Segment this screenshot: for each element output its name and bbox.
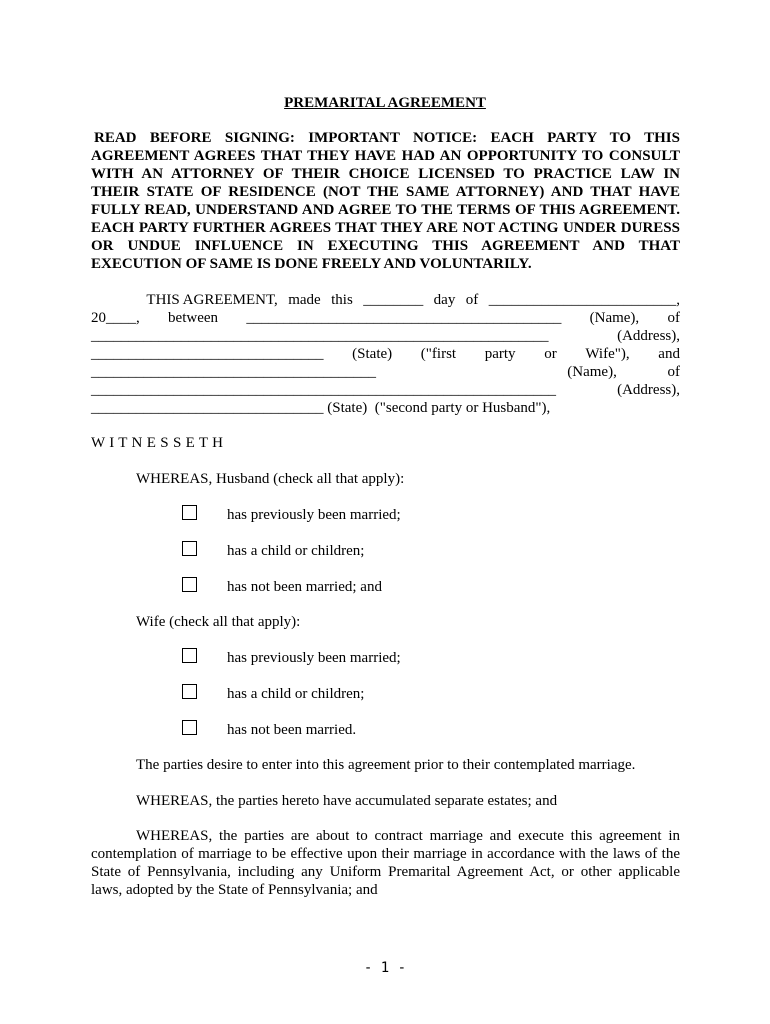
checkbox-label: has not been married; and xyxy=(227,579,382,595)
checkbox-label: has not been married. xyxy=(227,722,357,738)
agreement-line-2-part: of xyxy=(667,310,680,326)
agreement-line-3 xyxy=(91,327,680,345)
second-party-address-blank[interactable]: ______________________________________________________________ xyxy=(91,382,556,398)
wife-previously-married-checkbox[interactable] xyxy=(182,648,197,663)
notice-text: READ BEFORE SIGNING: IMPORTANT NOTICE: EACH PARTY TO THIS AGREEMENT AGREES THAT THEY HAVE HAD AN OPPORTUNITY TO CONSULT WITH AN ATTORNEY OF THEIR CHOICE LICENSED TO PRACTICE LAW IN THEIR STATE OF RESIDENCE (NOT THE SAME ATTORNEY) AND THAT HAVE FULLY READ, UNDERSTAND AND AGREE TO THE TERMS OF THIS AGREEMENT. EACH PARTY FURTHER AGREES THAT THEY ARE NOT ACTING UNDER DURESS OR UNDUE INFLUENCE IN EXECUTING THIS AGREEMENT AND THAT EXECUTION OF SAME IS DONE FREELY AND VOLUNTARILY. xyxy=(91,130,680,272)
agreement-line-5-part: (Name), xyxy=(567,364,617,380)
checkbox-label: has previously been married; xyxy=(227,507,401,523)
husband-heading: WHEREAS, Husband (check all that apply): xyxy=(136,471,405,487)
checkbox-label: has previously been married; xyxy=(227,650,401,666)
agreement-line-1 xyxy=(91,291,680,309)
agreement-line-4-part: party xyxy=(484,346,516,362)
agreement-line-4 xyxy=(91,345,680,363)
parties-desire-paragraph: The parties desire to enter into this agreement prior to their contemplated marriage. xyxy=(136,757,636,773)
year-blank[interactable]: 20____, xyxy=(91,310,140,326)
important-notice xyxy=(91,129,680,273)
agreement-line-4-part: Wife"), xyxy=(585,346,630,362)
first-party-address-blank[interactable]: _____________________________________________________________ xyxy=(91,328,549,344)
agreement-line-5-part: of xyxy=(667,364,680,380)
husband-has-children-checkbox[interactable] xyxy=(182,541,197,556)
agreement-line-1-part: made xyxy=(288,292,321,308)
agreement-line-2 xyxy=(91,309,680,327)
checkbox-label: has a child or children; xyxy=(227,543,365,559)
first-party-name-blank[interactable]: __________________________________________ xyxy=(246,310,562,326)
agreement-line-4-part: and xyxy=(658,346,680,362)
day-blank[interactable]: ________ xyxy=(363,292,424,308)
agreement-line-1-part: this xyxy=(331,292,353,308)
witnesseth-heading: W I T N E S S E T H xyxy=(91,435,224,451)
agreement-line-2-part: between xyxy=(168,310,219,326)
separate-estates-paragraph: WHEREAS, the parties hereto have accumulated separate estates; and xyxy=(136,793,558,809)
agreement-line-4-part: (State) xyxy=(352,346,393,362)
wife-has-children-checkbox[interactable] xyxy=(182,684,197,699)
agreement-line-6-part: (Address), xyxy=(617,382,680,398)
page-number: - 1 - xyxy=(363,960,407,976)
agreement-line-1-part: day xyxy=(433,292,456,308)
checkbox-label: has a child or children; xyxy=(227,686,365,702)
agreement-line-1-part: of xyxy=(465,292,479,308)
document-title: PREMARITAL AGREEMENT xyxy=(284,95,486,111)
agreement-line-4-part: ("first xyxy=(420,346,457,362)
agreement-line-7: _______________________________ (State) ("second party or Husband"), xyxy=(91,400,551,416)
contract-marriage-paragraph: WHEREAS, the parties are about to contract marriage and execute this agreement in contemplation of marriage to be effective upon their marriage in accordance with the laws of the State of Pennsylvania, including any Uniform Premarital Agreement Act, or other applicable laws, adopted by the State of Pennsylvania; and xyxy=(91,828,680,898)
agreement-line-6 xyxy=(91,381,680,399)
month-blank[interactable]: _________________________, xyxy=(488,292,680,308)
wife-heading: Wife (check all that apply): xyxy=(136,614,301,630)
agreement-line-2-part: (Name), xyxy=(589,310,640,326)
wife-not-married-checkbox[interactable] xyxy=(182,720,197,735)
first-party-state-blank[interactable]: _______________________________ xyxy=(91,346,324,362)
agreement-line-5 xyxy=(91,363,680,381)
agreement-line-3-part: (Address), xyxy=(617,328,680,344)
agreement-line-4-part: or xyxy=(544,346,557,362)
husband-previously-married-checkbox[interactable] xyxy=(182,505,197,520)
agreement-line-1-part: THIS AGREEMENT, xyxy=(146,292,278,308)
husband-not-married-checkbox[interactable] xyxy=(182,577,197,592)
second-party-name-blank[interactable]: ______________________________________ xyxy=(91,364,376,380)
